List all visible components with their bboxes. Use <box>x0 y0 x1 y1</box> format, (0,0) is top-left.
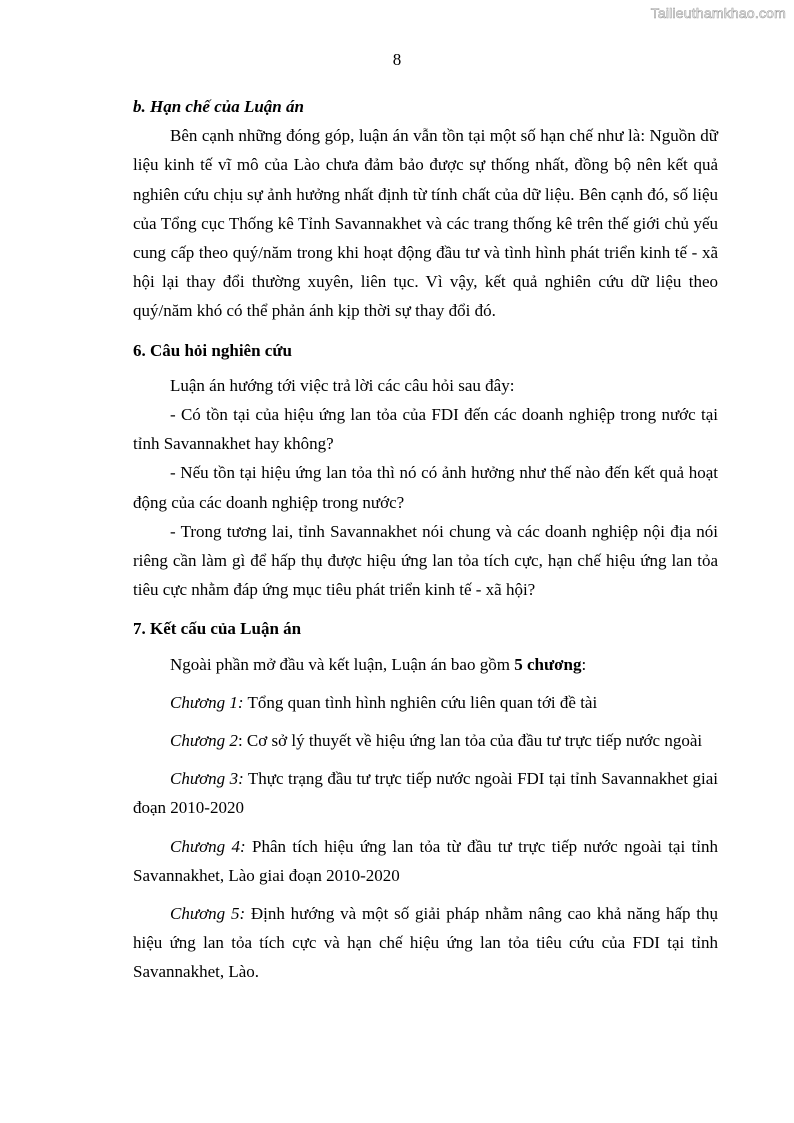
chapter-3-label: Chương 3: <box>170 769 244 789</box>
chapter-1-label: Chương 1: <box>170 692 244 712</box>
chapter-5 <box>133 899 718 987</box>
section-b-heading: b. Hạn chế của Luận án <box>133 97 304 116</box>
question-3: - Trong tương lai, tỉnh Savannakhet nói chung và các doanh nghiệp nội địa nói riêng cần làm gì để hấp thụ được hiệu ứng lan tỏa tích cực, hạn chế hiệu ứng lan tỏa tiêu cực nhằm đáp ứng mục tiêu phát triển kinh tế - xã hội? <box>133 521 718 600</box>
section-6-intro: Luận án hướng tới việc trả lời các câu hỏi sau đây: <box>170 375 515 395</box>
chapter-4-text: Phân tích hiệu ứng lan tỏa từ đầu tư trực tiếp nước ngoài tại tỉnh Savannakhet, Lào giai đoạn 2010-2020 <box>133 836 718 885</box>
watermark: Tailieuthamkhao.com <box>650 5 786 21</box>
section-7-intro-colon: : <box>581 654 587 674</box>
chapter-1-text: Tổng quan tình hình nghiên cứu liên quan tới đề tài <box>243 692 598 712</box>
chapter-5-text: Định hướng và một số giải pháp nhằm nâng cao khả năng hấp thụ hiệu ứng lan tỏa tích cực và hạn chế hiệu ứng lan tỏa tiêu cứu của FDI tại tỉnh Savannakhet, Lào. <box>133 904 718 982</box>
chapter-2-label: Chương 2 <box>170 731 238 751</box>
chapter-5-label: Chương 5: <box>170 904 246 924</box>
chapter-4-label: Chương 4: <box>170 836 246 856</box>
question-2: - Nếu tồn tại hiệu ứng lan tỏa thì nó có ảnh hưởng như thế nào đến kết quả hoạt động của các doanh nghiệp trong nước? <box>133 463 718 512</box>
chapter-2 <box>133 726 718 755</box>
page-number: 8 <box>392 50 402 69</box>
section-6-heading: 6. Câu hỏi nghiên cứu <box>133 340 292 360</box>
chapter-3 <box>133 764 718 822</box>
chapter-count: 5 chương <box>514 654 582 674</box>
section-7-intro-text: Ngoài phần mở đầu và kết luận, Luận án bao gồm <box>170 654 515 674</box>
chapter-2-text: : Cơ sở lý thuyết về hiệu ứng lan tỏa của đầu tư trực tiếp nước ngoài <box>237 731 703 751</box>
section-b-paragraph: Bên cạnh những đóng góp, luận án vẫn tồn tại một số hạn chế như là: Nguồn dữ liệu kinh tế vĩ mô của Lào chưa đảm bảo được sự thống nhất, đồng bộ nên kết quả nghiên cứu chịu sự ảnh hưởng nhất định từ tính chất của dữ liệu. Bên cạnh đó, số liệu của Tổng cục Thống kê Tỉnh Savannakhet và các trang thống kê trên thế giới chủ yếu cung cấp theo quý/năm trong khi hoạt động đầu tư và tình hình phát triển kinh tế - xã hội lại thay đổi thường xuyên, liên tục. Vì vậy, kết quả nghiên cứu dữ liệu theo quý/năm khó có thể phản ánh kịp thời sự thay đổi đó. <box>133 126 718 321</box>
section-7-intro <box>133 650 718 679</box>
question-1: - Có tồn tại của hiệu ứng lan tỏa của FDI đến các doanh nghiệp trong nước tại tỉnh Savannakhet hay không? <box>133 405 718 454</box>
document-body <box>133 92 718 987</box>
section-7-heading: 7. Kết cấu của Luận án <box>133 619 302 639</box>
chapter-4 <box>133 832 718 890</box>
chapter-3-text: Thực trạng đầu tư trực tiếp nước ngoài FDI tại tỉnh Savannakhet giai đoạn 2010-2020 <box>133 769 718 818</box>
chapter-1 <box>133 688 718 717</box>
